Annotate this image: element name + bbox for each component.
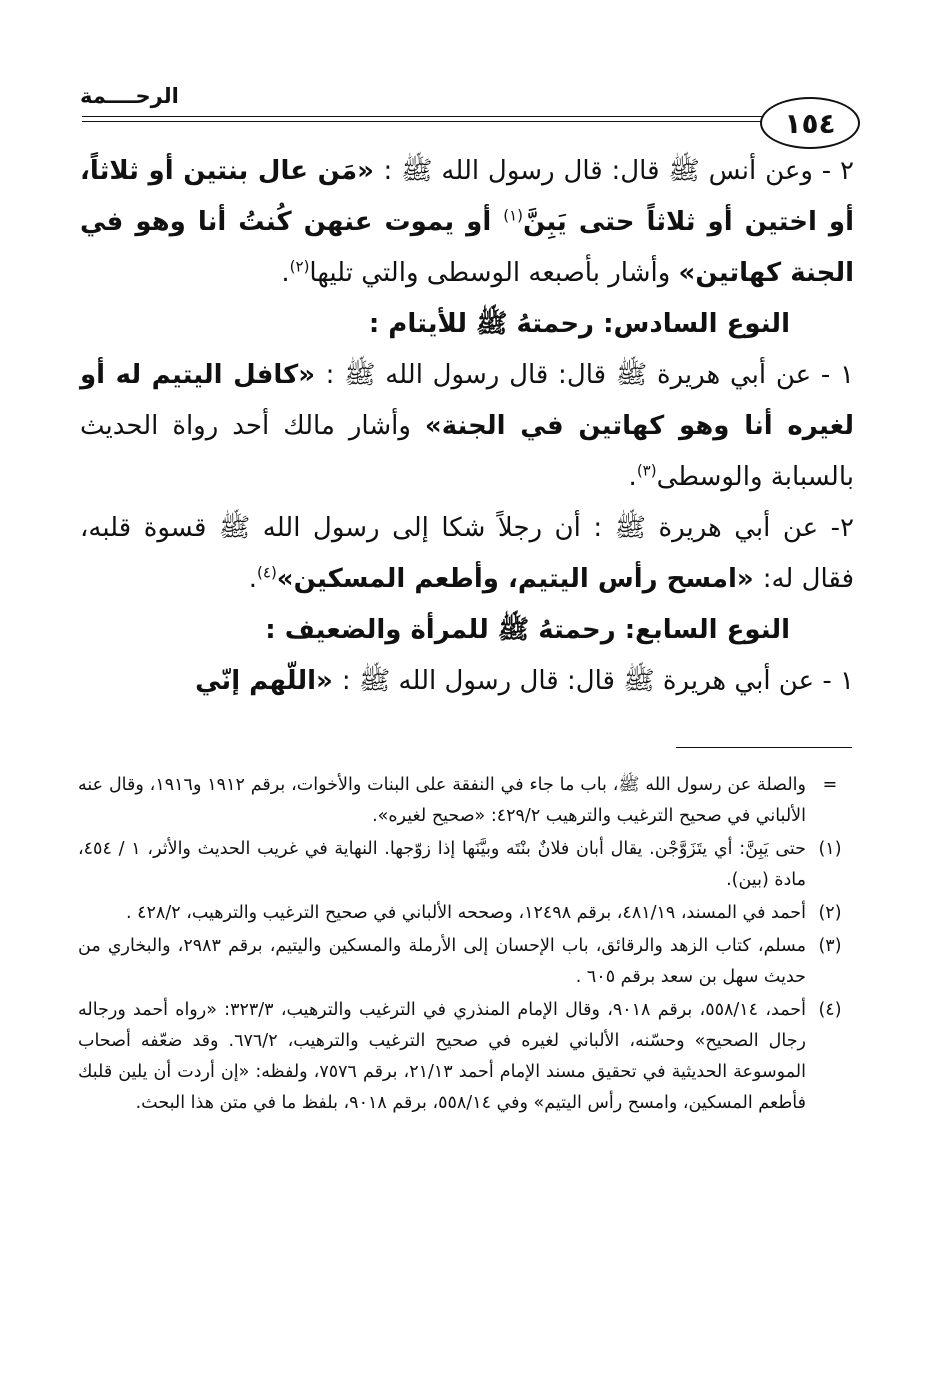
hadith-text-cont: أو يموت عنهن كُنتُ أنا وهو في الجنة كهاتين» [80,207,854,288]
footnote-3 [78,931,854,993]
footnote-mark: (٤) [818,1000,842,1020]
footnote-4 [78,995,854,1119]
footnote-text: أحمد في المسند، ٤٨١/١٩، برقم ١٢٤٩٨، وصححه الألباني في صحيح الترغيب والترهيب، ٤٢٨/٢ . [125,903,806,923]
section-heading-women-weak: النوع السابع: رحمتهُ ﷺ للمرأة والضعيف : [265,615,790,645]
paragraph-women-hadith [80,656,854,707]
paragraph-orphan-sponsor [80,350,854,503]
footnote-2 [78,898,854,929]
page-number-badge [760,97,860,149]
footnote-ref-1[interactable]: (١) [503,206,524,225]
footnote-ref-4[interactable]: (٤) [257,563,277,582]
footnote-text: والصلة عن رسول الله ﷺ، باب ما جاء في النفقة على البنات والأخوات، برقم ١٩١٢ و١٩١٦، وقال عنه الألباني في صحيح الترغيب والترهيب ٤٢٩/٢: «صحيح لغيره». [78,775,806,826]
footnote-mark: (٣) [818,936,842,956]
header-rule-double [82,121,772,122]
running-header-title: الرحــــمة [80,84,179,108]
footnote-1 [78,834,854,896]
footnote-continued [78,770,854,832]
footnote-mark: = [822,775,838,795]
paragraph-end: . [628,462,637,492]
paragraph-hard-heart [80,503,854,605]
page-number: ١٥٤ [784,106,836,140]
hadith-text: «كافل اليتيم له أو لغيره أنا وهو كهاتين في الجنة» [80,360,855,441]
footnote-text: مسلم، كتاب الزهد والرقائق، باب الإحسان إلى الأرملة والمسكين واليتيم، برقم ٢٩٨٣، والبخاري من حديث سهل بن سعد برقم ٦٠٥ . [78,936,807,987]
footnote-mark: (٢) [818,903,842,923]
paragraph-lead: ١ - عن أبي هريرة ﷺ قال: قال رسول الله ﷺ : [341,666,854,696]
footnote-ref-2[interactable]: (٢) [289,257,310,276]
paragraph-lead: ٢ - وعن أنس ﷺ قال: قال رسول الله ﷺ : [383,156,854,186]
paragraph-lead: ١ - عن أبي هريرة ﷺ قال: قال رسول الله ﷺ : [325,360,855,390]
footnote-text: أحمد، ٥٥٨/١٤، برقم ٩٠١٨، وقال الإمام المنذري في الترغيب والترهيب، ٣٢٣/٣: «رواه أحمد ورجاله رجال الصحيح» وحسّنه، الألباني لغيره في صحيح الترغيب والترهيب، ٦٧٦/٢. وقد ضعّفه أصحاب الموسوعة الحديثية في تحقيق مسند الإمام أحمد ٢١/١٣، برقم ٧٥٧٦، ولفظه: «إن أردت أن يلين قلبك فأطعم المسكين، وامسح رأس اليتيم» وفي ٥٥٨/١٤، برقم ٩٠١٨، بلفظ ما في متن هذا البحث. [78,1000,807,1113]
hadith-text: «اللّهم إنّي [195,666,342,696]
header-rule [82,116,772,117]
paragraph-lead: ٢- عن أبي هريرة ﷺ : أن رجلاً شكا إلى رسول الله ﷺ قسوة قلبه، فقال له: [80,513,854,594]
paragraph-tail: وأشار مالك أحد رواة الحديث بالسبابة والوسطى [80,411,854,492]
footnote-separator [676,747,852,748]
paragraph-end: . [281,258,290,288]
hadith-text: «امسح رأس اليتيم، وأطعم المسكين» [276,564,763,594]
footnote-text: حتى يَبِنَّ: أي يتَزَوَّجْن. يقال أبان فلانٌ بنْتَه وبيَّنَها إذا زوّجها. النهاية في غريب الحديث والأثر، ١ / ٤٥٤، مادة (بين). [78,839,806,890]
main-text [80,146,854,707]
hadith-text: «مَن عال بنتين أو ثلاثاً، أو اختين أو ثلاثاً حتى يَبِنَّ [80,156,854,237]
footnotes [78,770,854,1121]
paragraph-tail: وأشار بأصبعه الوسطى والتي تليها [309,258,679,288]
footnote-mark: (١) [818,839,842,859]
footnote-ref-3[interactable]: (٣) [636,461,657,480]
paragraph-end: . [248,564,258,594]
section-heading-orphans: النوع السادس: رحمتهُ ﷺ للأيتام : [368,309,790,339]
paragraph-anas-hadith [80,146,854,299]
